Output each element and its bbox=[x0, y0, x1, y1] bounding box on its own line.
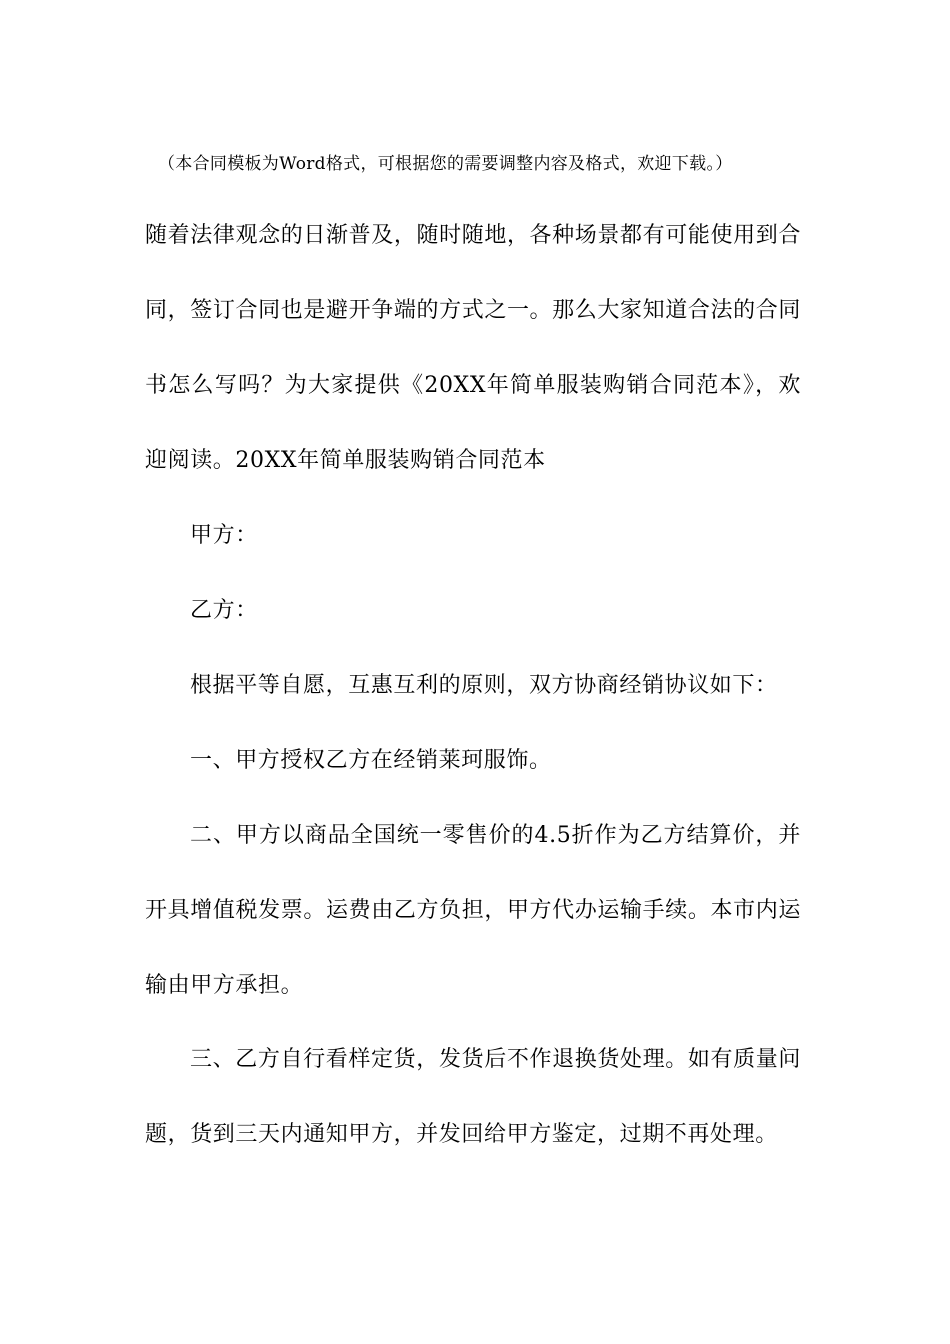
template-note: （本合同模板为Word格式，可根据您的需要调整内容及格式，欢迎下载。） bbox=[158, 154, 733, 174]
party-a-line: 甲方： bbox=[190, 523, 258, 548]
clause-1-paragraph: 一、甲方授权乙方在经销莱珂服饰。 bbox=[190, 748, 552, 773]
clause-2-paragraph: 二、甲方以商品全国统一零售价的4.5折作为乙方结算价，并开具增值税发票。运费由乙方负担，甲方代办运输手续。本市内运输由甲方承担。 bbox=[145, 823, 801, 998]
clause-3-paragraph: 三、乙方自行看样定货，发货后不作退换货处理。如有质量问题，货到三天内通知甲方，并发回给甲方鉴定，过期不再处理。 bbox=[145, 1047, 801, 1147]
preamble-paragraph: 根据平等自愿，互惠互利的原则，双方协商经销协议如下： bbox=[190, 673, 778, 698]
party-b-line: 乙方： bbox=[190, 598, 258, 623]
intro-paragraph: 随着法律观念的日渐普及，随时随地，各种场景都有可能使用到合同，签订合同也是避开争端的方式之一。那么大家知道合法的合同书怎么写吗？为大家提供《20XX年简单服装购销合同范本》，欢迎阅读。20XX年简单服装购销合同范本 bbox=[145, 223, 801, 473]
